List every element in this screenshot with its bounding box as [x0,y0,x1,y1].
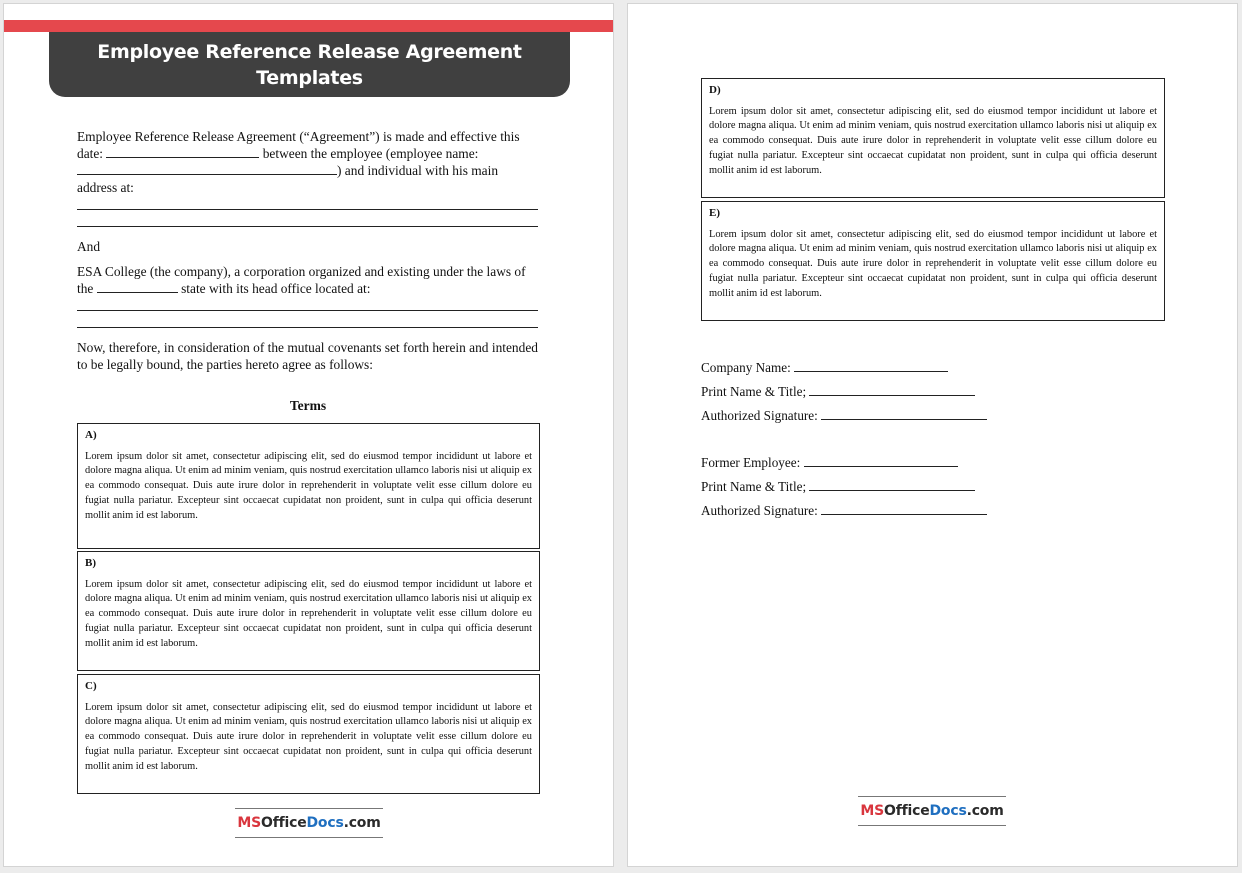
intro-paragraph [77,128,539,196]
authorized-signature-row-2 [701,502,987,519]
date-field[interactable] [106,146,259,158]
print-name-field-1[interactable] [809,383,975,396]
former-employee-field[interactable] [804,454,958,467]
term-c-box [77,674,540,794]
authorized-signature-label-2: Authorized Signature: [701,503,822,518]
terms-heading: Terms [289,398,327,413]
consideration-paragraph: Now, therefore, in consideration of the mutual covenants set forth herein and intended to be legally bound, the parties hereto agree as follows: [77,340,538,372]
address-line-1[interactable] [77,209,538,210]
msofficedocs-logo [235,807,383,841]
term-c-text: Lorem ipsum dolor sit amet, consectetur adipiscing elit, sed do eiusmod tempor incididunt ut labore et dolore magna aliqua. Ut enim ad minim veniam, quis nostrud exercitation ullamco laboris nisi ut aliquip ex ea commodo consequat. Duis aute irure dolor in reprehenderit in voluptate velit esse cillum dolore eu fugiat nulla pariatur. Excepteur sint occaecat cupidatat non proident, sunt in culpa qui officia deserunt mollit anim id est laborum. [85,701,532,772]
term-b-text: Lorem ipsum dolor sit amet, consectetur adipiscing elit, sed do eiusmod tempor incididunt ut labore et dolore magna aliqua. Ut enim ad minim veniam, quis nostrud exercitation ullamco laboris nisi ut aliquip ex ea commodo consequat. Duis aute irure dolor in reprehenderit in voluptate velit esse cillum dolore eu fugiat nulla pariatur. Excepteur sint occaecat cupidatat non proident, sunt in culpa qui officia deserunt mollit anim id est laborum. [85,578,532,649]
print-name-row-1 [701,383,975,400]
term-b-label: B) [85,557,96,569]
company-name-row [701,359,948,376]
authorized-signature-row-1 [701,407,987,424]
company-name-label: Company Name: [701,360,795,375]
logo-office: Office [261,815,307,831]
term-b-box [77,551,540,671]
state-field[interactable] [97,281,178,293]
term-a-text: Lorem ipsum dolor sit amet, consectetur adipiscing elit, sed do eiusmod tempor incididunt ut labore et dolore magna aliqua. Ut enim ad minim veniam, quis nostrud exercitation ullamco laboris nisi ut aliquip ex ea commodo consequat. Duis aute irure dolor in reprehenderit in voluptate velit esse cillum dolore eu fugiat nulla pariatur. Excepteur sint occaecat cupidatat non proident, sunt in culpa qui officia deserunt mollit anim id est laborum. [85,450,532,521]
msofficedocs-logo-page2 [858,795,1006,829]
company-paragraph [77,263,539,297]
logo-docs-2: Docs [929,803,967,819]
intro-text-3: ) and individual with his main address at: [77,163,499,195]
title-line-2: Templates [256,67,363,89]
authorized-signature-field-2[interactable] [821,502,987,515]
title-line-1: Employee Reference Release Agreement [97,41,522,63]
logo-com: .com [343,815,381,831]
company-text-1: ESA College (the company), a corporation organized and existing under the laws of the [77,264,526,296]
term-e-text: Lorem ipsum dolor sit amet, consectetur adipiscing elit, sed do eiusmod tempor incididunt ut labore et dolore magna aliqua. Ut enim ad minim veniam, quis nostrud exercitation ullamco laboris nisi ut aliquip ex ea commodo consequat. Duis aute irure dolor in reprehenderit in voluptate velit esse cillum dolore eu fugiat nulla pariatur. Excepteur sint occaecat cupidatat non proident, sunt in culpa qui officia deserunt mollit anim id est laborum. [709,228,1157,299]
print-name-row-2 [701,478,975,495]
intro-text-1: Employee Reference Release Agreement (“Agreement”) is made and effective this date: [77,129,520,161]
term-d-box [701,78,1165,198]
logo-ms: MS [237,815,262,831]
top-accent-bar [4,20,613,32]
document-title [49,32,570,97]
print-name-field-2[interactable] [809,478,975,491]
former-employee-label: Former Employee: [701,455,804,470]
page-2 [627,3,1238,867]
logo-office-2: Office [884,803,930,819]
address-line-2[interactable] [77,226,538,227]
term-c-label: C) [85,680,97,692]
term-e-box [701,201,1165,321]
logo-docs: Docs [306,815,344,831]
term-d-text: Lorem ipsum dolor sit amet, consectetur adipiscing elit, sed do eiusmod tempor incididunt ut labore et dolore magna aliqua. Ut enim ad minim veniam, quis nostrud exercitation ullamco laboris nisi ut aliquip ex ea commodo consequat. Duis aute irure dolor in reprehenderit in voluptate velit esse cillum dolore eu fugiat nulla pariatur. Excepteur sint occaecat cupidatat non proident, sunt in culpa qui officia deserunt mollit anim id est laborum. [709,105,1157,176]
authorized-signature-label-1: Authorized Signature: [701,408,822,423]
head-office-line-2[interactable] [77,327,538,328]
and-text: And [77,239,101,254]
authorized-signature-field-1[interactable] [821,407,987,420]
term-d-label: D) [709,84,721,96]
employee-name-field[interactable] [77,163,337,175]
intro-text-2: between the employee (employee name: [259,146,479,161]
company-text-2: state with its head office located at: [177,281,371,296]
head-office-line-1[interactable] [77,310,538,311]
term-a-label: A) [85,429,97,441]
logo-com-2: .com [966,803,1004,819]
page-1 [3,3,614,867]
term-a-box [77,423,540,549]
logo-ms-2: MS [860,803,885,819]
print-name-label-1: Print Name & Title; [701,384,810,399]
company-name-field[interactable] [794,359,948,372]
print-name-label-2: Print Name & Title; [701,479,810,494]
former-employee-row [701,454,958,471]
term-e-label: E) [709,207,720,219]
